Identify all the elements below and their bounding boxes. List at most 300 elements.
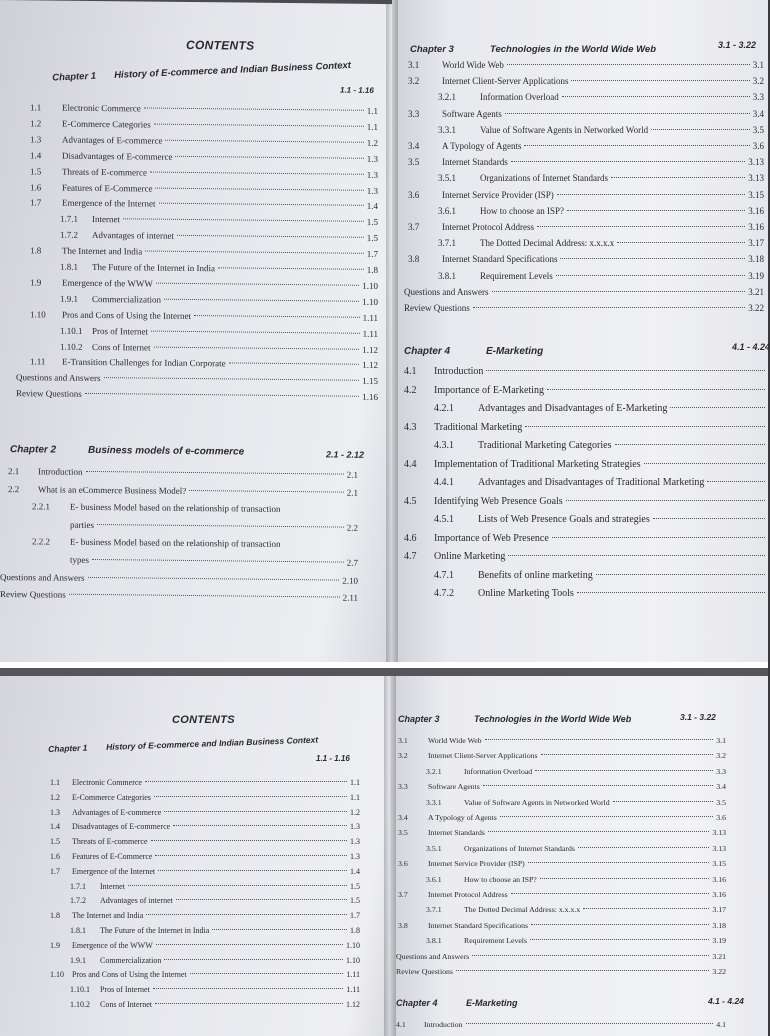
- toc-entry-number: 1.5: [30, 165, 42, 177]
- leader-dots: [707, 481, 765, 482]
- toc-entry-page: 3.15: [712, 859, 726, 869]
- toc-entry-title: Pros and Cons of Using the Internet: [62, 309, 191, 321]
- leader-dots: [528, 862, 710, 863]
- toc-entry: [438, 238, 764, 248]
- leader-dots: [486, 370, 765, 371]
- toc-entry-number: 4.1: [396, 1020, 406, 1029]
- toc-entry: [398, 813, 726, 822]
- toc-entry-title: Pros of Internet: [100, 985, 150, 995]
- toc-entry-title: Review Questions: [0, 589, 66, 600]
- toc-entry-page: 1.7: [350, 911, 360, 921]
- toc-entry-title: Organizations of Internet Standards: [480, 173, 609, 184]
- toc-entry-title: Online Marketing Tools: [478, 588, 574, 599]
- toc-entry-number: 1.8: [30, 245, 42, 256]
- toc-entry-number: 4.4.1: [434, 477, 454, 488]
- toc-entry-number: 1.8: [50, 911, 60, 921]
- toc-entry-title: Lists of Web Presence Goals and strategies: [478, 514, 650, 525]
- toc-entry-number: 3.4: [408, 141, 420, 151]
- toc-entry-number: 1.8.1: [60, 261, 78, 272]
- toc-entry-title: Pros and Cons of Using the Internet: [72, 970, 187, 980]
- toc-entry-number: 1.6: [50, 852, 60, 861]
- toc-entry: [434, 477, 768, 488]
- toc-entry-page: 3.22: [712, 967, 726, 976]
- toc-entry: [30, 118, 378, 132]
- toc-entry-title: Value of Software Agents in Networked World: [464, 797, 610, 807]
- leader-dots: [69, 594, 340, 598]
- toc-entry: [60, 230, 378, 243]
- toc-entry: [16, 372, 378, 386]
- toc-entry: [426, 844, 726, 853]
- toc-entry-page: 3.3: [716, 766, 726, 776]
- toc-entry-page: 1.5: [366, 217, 378, 228]
- toc-entry-title: Cons of Internet: [100, 1000, 152, 1009]
- toc-entry-number: 3.6.1: [426, 874, 442, 884]
- toc-entry-number: 3.6.1: [438, 205, 456, 216]
- toc-entry: [50, 793, 360, 802]
- leader-dots: [560, 258, 745, 259]
- toc-entry-number: 3.5: [398, 828, 408, 838]
- chapter-4-heading: [396, 998, 518, 1008]
- leader-dots: [500, 816, 713, 817]
- toc-entry-page: 1.4: [366, 201, 378, 212]
- toc-entry-title: Information Overload: [464, 766, 533, 776]
- toc-entry-title: Internet Service Provider (ISP): [442, 189, 554, 200]
- chapter-1-heading: [48, 735, 318, 754]
- toc-entry: [398, 751, 726, 760]
- toc-entry: [396, 1020, 726, 1029]
- toc-entry: [50, 822, 360, 831]
- toc-entry-title: Internet Standards: [428, 828, 485, 838]
- toc-entry-number: 1.5: [50, 837, 60, 847]
- leader-dots: [466, 1023, 714, 1024]
- toc-entry: [404, 496, 768, 507]
- toc-entry-page: 1.3: [350, 852, 360, 861]
- leader-dots: [547, 389, 765, 390]
- toc-entry-number: 3.7.1: [426, 905, 442, 915]
- toc-entry-page: 1.11: [346, 985, 360, 995]
- toc-entry: [398, 921, 726, 930]
- toc-entry: [60, 293, 378, 306]
- toc-entry: [404, 366, 768, 377]
- toc-entry-number: 2.2: [8, 483, 20, 494]
- toc-entry: [60, 325, 378, 338]
- leader-dots: [485, 739, 714, 740]
- toc-entry: [50, 867, 360, 876]
- leader-dots: [556, 275, 746, 276]
- leader-dots: [540, 878, 710, 879]
- toc-entry-title: Internet Standard Specifications: [428, 920, 529, 930]
- toc-entry: [30, 198, 378, 212]
- toc-entry-page: 3.16: [712, 890, 726, 899]
- toc-entry: [408, 109, 764, 119]
- toc-entry: [404, 422, 768, 433]
- toc-entry-title: Traditional Marketing: [434, 421, 523, 433]
- toc-entry-number: 2.2.2: [32, 536, 50, 547]
- toc-entry: [50, 852, 360, 861]
- toc-entry-number: 3.1: [408, 60, 420, 70]
- toc-entry-title: Disadvantages of E-commerce: [62, 150, 173, 162]
- toc-entry-number: 1.9.1: [60, 293, 78, 304]
- toc-entry: [398, 782, 726, 791]
- toc-entry: [50, 970, 360, 979]
- toc-entry-title: Internet Standard Specifications: [442, 254, 558, 265]
- toc-entry-title: Disadvantages of E-commerce: [72, 822, 171, 832]
- toc-entry: [30, 150, 378, 164]
- toc-entry-title: Requirement Levels: [480, 270, 553, 281]
- chapter-range: 2.1 - 2.12: [326, 449, 365, 460]
- toc-entry-title-continued: types: [70, 554, 89, 565]
- toc-entry-number: 1.10.1: [70, 985, 90, 995]
- leader-dots: [189, 490, 344, 493]
- toc-entry-page: 1.5: [350, 896, 360, 906]
- toc-entry-number: 1.8.1: [70, 926, 86, 935]
- toc-entry-page: 3.16: [748, 222, 764, 232]
- toc-entry: [404, 459, 768, 470]
- toc-entry-title: Emergence of the Internet: [72, 866, 156, 876]
- toc-entry-number: 4.4: [404, 458, 417, 470]
- toc-entry-number: 1.1: [50, 778, 60, 787]
- leader-dots: [531, 924, 709, 925]
- chapter-title: Business models of e-commerce: [88, 444, 245, 458]
- chapter-title: E-Marketing: [486, 346, 544, 357]
- leader-dots: [472, 955, 709, 956]
- toc-entry: [16, 388, 378, 402]
- chapter-title: Technologies in the World Wide Web: [490, 44, 656, 55]
- toc-entry-continuation: [70, 555, 358, 568]
- leader-dots: [154, 796, 347, 797]
- toc-entry: [404, 533, 768, 544]
- chapter-title: History of E-commerce and Indian Business Context: [105, 734, 319, 752]
- toc-entry: [60, 214, 378, 227]
- toc-entry-page: 1.7: [366, 248, 378, 260]
- leader-dots: [146, 914, 347, 915]
- toc-entry: [398, 859, 726, 868]
- toc-entry-number: 1.10.2: [70, 1000, 90, 1009]
- toc-entry-number: 1.7: [30, 197, 42, 208]
- toc-entry: [404, 385, 768, 396]
- toc-entry-page: 1.3: [366, 153, 378, 164]
- leader-dots: [492, 291, 746, 292]
- toc-entry: [30, 134, 378, 148]
- toc-entry-page: 1.1: [350, 792, 360, 802]
- toc-entry-title: Importance of Web Presence: [434, 532, 549, 544]
- leader-dots: [156, 944, 343, 945]
- toc-entry: [434, 514, 768, 525]
- toc-entry-title: Value of Software Agents in Networked World: [480, 124, 649, 135]
- toc-entry-page: 1.8: [350, 926, 360, 935]
- leader-dots: [613, 801, 714, 802]
- leader-dots: [176, 899, 347, 900]
- toc-entry: [50, 778, 360, 787]
- toc-entry-number: 3.7: [398, 890, 408, 899]
- toc-entry-number: 3.2.1: [426, 766, 442, 776]
- toc-entry-title: Advantages and Disadvantages of Traditional Marketing: [478, 477, 705, 488]
- toc-entry-number: 2.2.1: [32, 501, 50, 512]
- leader-dots: [644, 463, 765, 464]
- toc-entry-number: 3.3.1: [426, 797, 442, 807]
- toc-entry-title: Review Questions: [16, 388, 82, 400]
- toc-entry: [30, 309, 378, 323]
- toc-entry-number: 1.3: [50, 807, 60, 817]
- toc-entry: [426, 905, 726, 914]
- toc-entry-number: 4.5: [404, 495, 417, 507]
- page-gutter: [392, 0, 398, 662]
- toc-entry-number: 4.6: [404, 532, 417, 544]
- toc-entry-number: 3.3: [398, 782, 408, 792]
- leader-dots: [615, 444, 766, 445]
- toc-entry-title: Commercialization: [100, 955, 162, 965]
- leader-dots: [473, 307, 746, 308]
- toc-entry: [70, 882, 360, 891]
- toc-entry-title: The Dotted Decimal Address: x.x.x.x: [480, 238, 615, 249]
- toc-entry-number: 1.7.1: [70, 881, 86, 891]
- toc-entry-title: Emergence of the WWW: [72, 940, 153, 950]
- toc-entry-number: 3.5.1: [426, 843, 442, 853]
- toc-entry-page: 3.1: [716, 736, 726, 745]
- toc-entry-page: 1.12: [346, 1000, 360, 1009]
- leader-dots: [151, 330, 360, 333]
- toc-entry-number: 3.6: [398, 859, 408, 869]
- toc-entry-page: 3.15: [748, 189, 764, 200]
- toc-entry-continuation: [70, 520, 358, 533]
- toc-entry-number: 1.3: [30, 134, 42, 145]
- leader-dots: [154, 346, 360, 349]
- toc-entry-number: 1.10: [50, 970, 64, 980]
- leader-dots: [218, 267, 364, 270]
- toc-entry: [426, 767, 726, 776]
- toc-entry-page: 3.16: [748, 205, 764, 216]
- chapter-label: Chapter 3: [410, 44, 454, 55]
- leader-dots: [145, 781, 347, 782]
- leader-dots: [653, 518, 765, 519]
- toc-entry-page: 1.11: [362, 312, 378, 323]
- leader-dots: [128, 885, 347, 886]
- toc-entry-title: A Typology of Agents: [428, 813, 497, 822]
- leader-dots: [617, 242, 745, 243]
- chapter-3-heading: [398, 714, 631, 724]
- leader-dots: [651, 129, 750, 130]
- toc-entry-page: 1.2: [350, 807, 360, 817]
- toc-entry-title: Internet Client-Server Applications: [442, 76, 569, 87]
- toc-entry: [8, 484, 358, 498]
- toc-entry: [398, 828, 726, 837]
- toc-entry-title: Advantages and Disadvantages of E-Marketing: [478, 403, 668, 414]
- toc-entry-title: Internet Client-Server Applications: [428, 751, 538, 761]
- chapter-range: 1.1 - 1.16: [316, 754, 350, 763]
- toc-entry-page: 3.1: [752, 60, 764, 70]
- leader-dots: [164, 299, 359, 302]
- toc-entry-title: How to choose an ISP?: [464, 874, 537, 884]
- toc-entry: [50, 808, 360, 817]
- toc-entry: [32, 502, 358, 515]
- toc-entry: [60, 341, 378, 354]
- toc-entry: [30, 277, 378, 291]
- leader-dots: [577, 592, 765, 593]
- leader-dots: [537, 226, 745, 227]
- toc-entry-number: 3.7.1: [438, 238, 456, 249]
- leader-dots: [567, 210, 745, 211]
- leader-dots: [144, 108, 364, 111]
- toc-entry-number: 3.2: [408, 76, 420, 87]
- toc-entry-title: Features of E-Commerce: [72, 852, 153, 861]
- toc-entry-title: Traditional Marketing Categories: [478, 440, 612, 451]
- top-right-page: [392, 0, 768, 662]
- toc-entry-page: 3.17: [748, 238, 764, 249]
- toc-entry-number: 2.1: [8, 466, 20, 477]
- toc-entry-title: Internet Protocol Address: [428, 890, 508, 899]
- toc-entry: [408, 157, 764, 167]
- toc-entry: [434, 440, 768, 451]
- toc-entry-number: 1.7.1: [60, 213, 78, 225]
- toc-entry: [396, 967, 726, 976]
- toc-entry: [438, 206, 764, 216]
- toc-entry-title: Introduction: [424, 1020, 463, 1029]
- toc-entry-title: Pros of Internet: [92, 325, 148, 337]
- toc-entry-page: 3.21: [712, 951, 726, 961]
- toc-entry-title: Features of E-Commerce: [62, 182, 153, 194]
- toc-entry-number: 1.2: [30, 118, 42, 129]
- toc-entry-page: 1.5: [366, 233, 378, 244]
- bottom-right-page: [390, 676, 768, 1036]
- toc-entry-title: Internet Service Provider (ISP): [428, 859, 525, 869]
- leader-dots: [525, 426, 765, 427]
- toc-entry-page: 2.10: [342, 575, 358, 586]
- toc-entry-title: Review Questions: [396, 967, 453, 976]
- leader-dots: [670, 407, 765, 408]
- toc-entry-number: 3.8: [398, 920, 408, 930]
- chapter-title: History of E-commerce and Indian Business Context: [113, 60, 352, 81]
- toc-entry: [0, 589, 358, 603]
- toc-entry-title: Organizations of Internet Standards: [464, 843, 575, 853]
- bottom-photo: [0, 668, 768, 1029]
- toc-entry-title: E-Transition Challenges for Indian Corporate: [62, 357, 226, 369]
- leader-dots: [596, 574, 765, 575]
- toc-entry-number: 3.6: [408, 189, 420, 200]
- toc-entry-page: 1.16: [362, 391, 378, 403]
- toc-entry-number: 1.10.1: [60, 325, 83, 336]
- leader-dots: [173, 825, 347, 826]
- toc-entry: [70, 896, 360, 905]
- toc-entry: [408, 190, 764, 200]
- bottom-left-page: [0, 676, 390, 1036]
- leader-dots: [557, 194, 746, 195]
- toc-entry-number: 1.1: [30, 102, 42, 113]
- toc-entry-page: 2.11: [342, 592, 358, 603]
- toc-entry: [60, 262, 378, 275]
- toc-entry-page: 1.1: [366, 121, 378, 132]
- leader-dots: [88, 577, 340, 581]
- toc-entry-number: 1.9: [50, 940, 60, 950]
- toc-entry-number: 3.5: [408, 157, 420, 168]
- toc-entry-page: 1.11: [346, 970, 360, 980]
- leader-dots: [154, 124, 364, 127]
- toc-entry-number: 1.7.2: [70, 896, 86, 906]
- leader-dots: [571, 80, 749, 81]
- leader-dots: [578, 847, 709, 848]
- leader-dots: [456, 970, 709, 971]
- toc-entry: [0, 572, 358, 586]
- toc-entry-title: Threats of E-commerce: [72, 837, 148, 847]
- toc-entry-page: 2.1: [346, 469, 358, 480]
- chapter-range: 3.1 - 3.22: [718, 40, 757, 50]
- toc-entry-number: 1.9: [30, 277, 42, 288]
- toc-entry: [50, 837, 360, 846]
- toc-entry-page: 1.10: [346, 940, 360, 950]
- toc-entry-title: Introduction: [434, 366, 484, 377]
- toc-entry-page: 4.1: [716, 1020, 726, 1029]
- toc-entry: [404, 287, 764, 297]
- leader-dots: [511, 161, 746, 162]
- toc-entry-title: The Internet and India: [62, 245, 143, 257]
- toc-entry: [30, 102, 378, 116]
- toc-entry-number: 1.7.2: [60, 229, 78, 241]
- toc-entry-page: 1.3: [366, 185, 378, 196]
- leader-dots: [488, 831, 709, 832]
- toc-entry-page: 3.5: [752, 124, 764, 135]
- toc-entry-title: Importance of E-Marketing: [434, 384, 544, 396]
- toc-entry-page: 3.2: [752, 76, 764, 87]
- toc-entry-number: 3.4: [398, 813, 408, 822]
- toc-entry-title: Internet Protocol Address: [442, 222, 534, 232]
- toc-entry: [404, 303, 764, 313]
- toc-entry-title: E- business Model based on the relationship of transaction: [70, 537, 281, 550]
- toc-entry-page: 1.1: [366, 105, 378, 116]
- toc-entry-title: Emergence of the WWW: [62, 277, 153, 289]
- toc-entry-number: 1.7: [50, 866, 60, 876]
- toc-entry-number: 3.8.1: [438, 270, 456, 281]
- toc-entry: [408, 254, 764, 264]
- chapter-range: 3.1 - 3.22: [680, 712, 716, 722]
- toc-entry-page: 3.4: [716, 782, 726, 792]
- toc-entry-title: The Future of the Internet in India: [92, 261, 215, 274]
- chapter-label: Chapter 1: [52, 70, 97, 84]
- chapter-range: 4.1 - 4.24: [708, 996, 744, 1006]
- chapter-label: Chapter 4: [396, 998, 438, 1008]
- toc-entry-page: 3.13: [712, 828, 726, 838]
- toc-entry-number: 1.4: [30, 150, 42, 161]
- top-left-page: [0, 0, 392, 666]
- toc-entry: [30, 245, 378, 259]
- toc-entry-number: 4.3: [404, 421, 417, 433]
- toc-entry: [438, 173, 764, 183]
- toc-entry-title: Identifying Web Presence Goals: [434, 495, 563, 507]
- toc-entry-title: Software Agents: [442, 108, 502, 119]
- toc-entry-number: 4.5.1: [434, 514, 454, 525]
- leader-dots: [155, 1003, 343, 1004]
- toc-entry-page: 1.3: [350, 837, 360, 847]
- toc-entry-number: 3.3.1: [438, 124, 456, 135]
- toc-entry-title: Questions and Answers: [16, 372, 101, 384]
- toc-entry-number: 4.2.1: [434, 403, 454, 414]
- contents-heading: CONTENTS: [172, 714, 235, 726]
- toc-entry-title: Online Marketing: [434, 551, 506, 562]
- leader-dots: [164, 811, 347, 812]
- toc-entry-number: 1.6: [30, 181, 42, 192]
- leader-dots: [508, 555, 765, 556]
- leader-dots: [150, 171, 364, 174]
- toc-entry-title: How to choose an ISP?: [480, 205, 564, 216]
- toc-entry: [438, 125, 764, 135]
- leader-dots: [85, 393, 360, 397]
- toc-entry-number: 3.5.1: [438, 173, 456, 184]
- toc-entry-title: Electronic Commerce: [62, 102, 141, 114]
- toc-entry-page: 1.1: [350, 778, 360, 787]
- leader-dots: [483, 785, 713, 786]
- toc-entry: [408, 60, 764, 70]
- page-gutter: [390, 676, 396, 1036]
- toc-entry: [398, 890, 726, 899]
- toc-entry: [70, 956, 360, 965]
